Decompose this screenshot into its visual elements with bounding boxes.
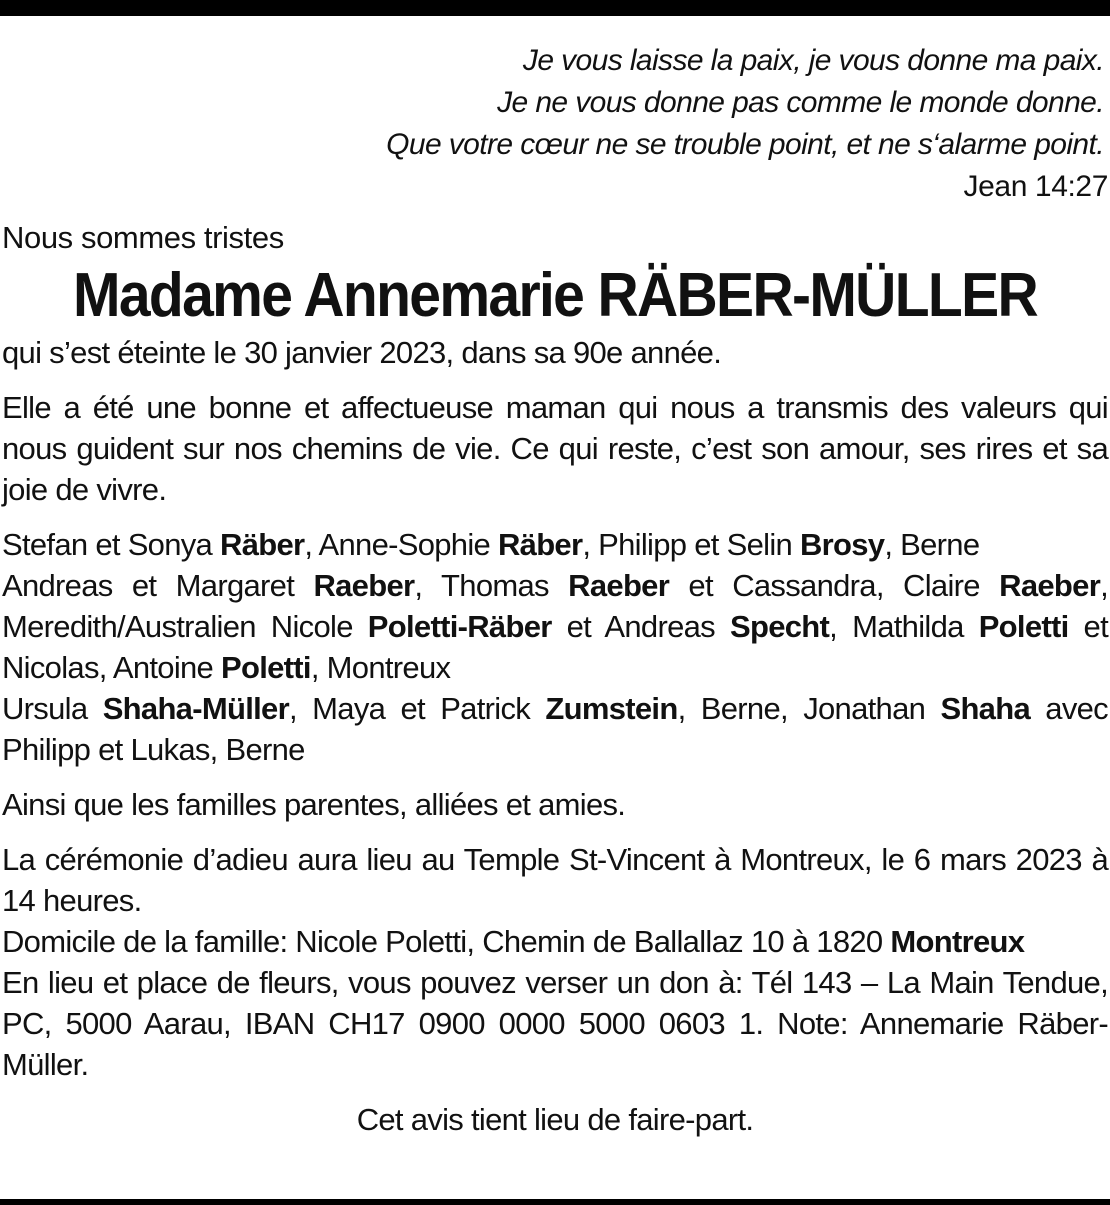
top-rule: [0, 0, 1110, 16]
family-group-shaha: Ursula Shaha-Müller, Maya et Patrick Zumstein, Berne, Jonathan Shaha avec Philipp et Lukas, Berne: [2, 691, 1108, 767]
tribute-paragraph: Elle a été une bonne et affectueuse maman qui nous a transmis des valeurs qui nous guident sur nos chemins de vie. Ce qui reste, c’est son amour, ses rires et sa joie de vivre.: [2, 390, 1108, 507]
ceremony-info: La cérémonie d’adieu aura lieu au Temple St-Vincent à Montreux, le 6 mars 2023 à 14 heures.: [2, 842, 1108, 918]
death-date-line: qui s’est éteinte le 30 janvier 2023, dans sa 90e année.: [2, 335, 722, 370]
closing-line: Cet avis tient lieu de faire-part.: [356, 1102, 754, 1137]
deceased-name: Madame Annemarie RÄBER-MÜLLER: [72, 261, 1038, 330]
intro-text: Nous sommes tristes: [2, 220, 284, 255]
verse-reference: Jean 14:27: [963, 170, 1108, 203]
verse-line-3: Que votre cœur ne se trouble point, et ne s‘alarme point.: [386, 128, 1104, 161]
family-group-raeber: Stefan et Sonya Räber, Anne-Sophie Räber, Philipp et Selin Brosy, Berne: [2, 527, 980, 562]
obituary-notice: [2, 40, 1108, 1140]
family-group-poletti: Andreas et Margaret Raeber, Thomas Raeber et Cassandra, Claire Raeber, Meredith/Australien Nicole Poletti-Räber et Andreas Specht, Mathilda Poletti et Nicolas, Antoine Poletti, Montreux: [2, 568, 1109, 685]
bible-verse: [2, 40, 1108, 208]
verse-line-2: Je ne vous donne pas comme le monde donne.: [497, 86, 1104, 119]
relatives-line: Ainsi que les familles parentes, alliées et amies.: [2, 787, 626, 822]
family-list: [2, 524, 1108, 770]
verse-line-1: Je vous laisse la paix, je vous donne ma paix.: [522, 44, 1104, 77]
family-domicile: Domicile de la famille: Nicole Poletti, Chemin de Ballallaz 10 à 1820 Montreux: [2, 924, 1025, 959]
bottom-rule: [0, 1199, 1110, 1205]
donation-info: En lieu et place de fleurs, vous pouvez verser un don à: Tél 143 – La Main Tendue, PC, 5000 Aarau, IBAN CH17 0900 0000 5000 0603 1. Note: Annemarie Räber-Müller.: [2, 965, 1108, 1082]
